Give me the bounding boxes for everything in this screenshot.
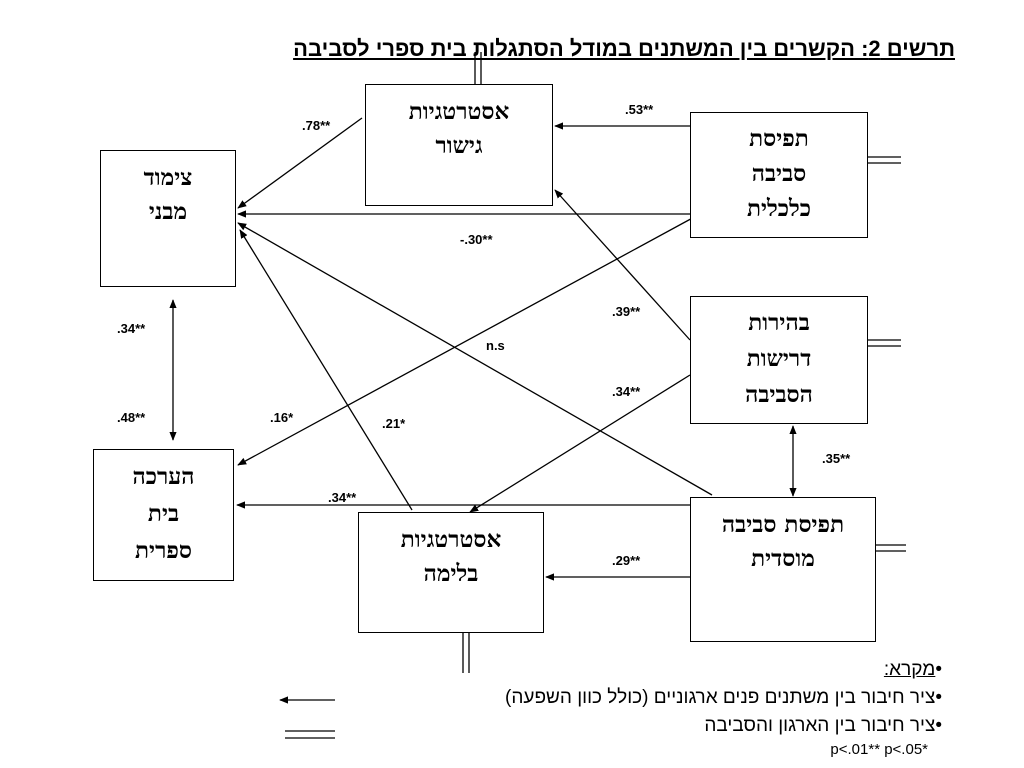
node-line: גישור: [435, 132, 483, 159]
node-line: מוסדית: [751, 545, 815, 572]
coef-buffering-coupling: .21*: [382, 416, 406, 431]
node-line: צימוד: [143, 164, 193, 191]
node-line: בלימה: [423, 560, 479, 587]
node-line: אסטרטגיות: [400, 526, 502, 553]
node-line: הערכה: [132, 463, 195, 490]
coef-economic-eval: .16*: [270, 410, 294, 425]
node-bridging-strategies: [365, 84, 553, 206]
edge-institutional-to-coupling: [238, 223, 712, 495]
coef-economic-coupling: -.30**: [460, 232, 493, 247]
node-line: בהירות: [748, 309, 810, 336]
coef-clarity-bridging: .39**: [612, 304, 641, 319]
coef-economic-bridging: .53**: [625, 102, 654, 117]
legend-heading: מקרא:: [883, 659, 936, 680]
node-line: תפיסת: [749, 125, 809, 152]
node-line: אסטרטגיות: [408, 98, 510, 125]
edge-bridging-to-coupling: [238, 118, 362, 208]
legend-bullet: •: [935, 659, 942, 680]
coef-clarity-institutional: .35**: [822, 451, 851, 466]
coef-coupling-eval-bottom: .48**: [117, 410, 146, 425]
edge-buffering-to-coupling: [240, 230, 412, 510]
node-tight-coupling: [100, 150, 236, 287]
legend-arrow-label: ציר חיבור בין משתנים פנים ארגוניים (כולל כוון השפעה): [505, 687, 936, 708]
node-line: כלכלית: [746, 195, 812, 222]
coef-institutional-eval: .34**: [328, 490, 357, 505]
node-buffering-strategies: [358, 512, 544, 633]
legend-bullet: •: [935, 687, 942, 708]
significance-note: p<.01** p<.05*: [830, 741, 928, 758]
edge-clarity-to-buffering: [470, 375, 690, 512]
coef-clarity-buffering: .34**: [612, 384, 641, 399]
node-economic-environment: [690, 112, 868, 238]
node-school-evaluation: [93, 449, 234, 581]
legend: [505, 656, 942, 740]
node-environment-clarity: [690, 296, 868, 424]
node-line: הסביבה: [745, 381, 813, 408]
coef-institutional-buffering: .29**: [612, 553, 641, 568]
node-line: סביבה: [751, 160, 807, 187]
coef-institutional-coupling: n.s: [486, 338, 505, 353]
node-institutional-environment: [690, 497, 876, 642]
coef-bridging-coupling: .78**: [302, 118, 331, 133]
legend-bullet: •: [935, 715, 942, 736]
node-line: מבני: [148, 198, 188, 225]
node-line: תפיסת סביבה: [721, 511, 845, 538]
node-line: ספרית: [135, 537, 192, 564]
legend-double-line-symbol: [285, 731, 335, 738]
legend-double-label: ציר חיבור בין הארגון והסביבה: [704, 715, 936, 736]
node-line: בית: [147, 500, 180, 527]
node-line: דרישות: [746, 345, 812, 372]
diagram-title: תרשים 2: הקשרים בין המשתנים במודל הסתגלות בית ספרי לסביבה: [293, 36, 955, 61]
coef-coupling-eval-top: .34**: [117, 321, 146, 336]
